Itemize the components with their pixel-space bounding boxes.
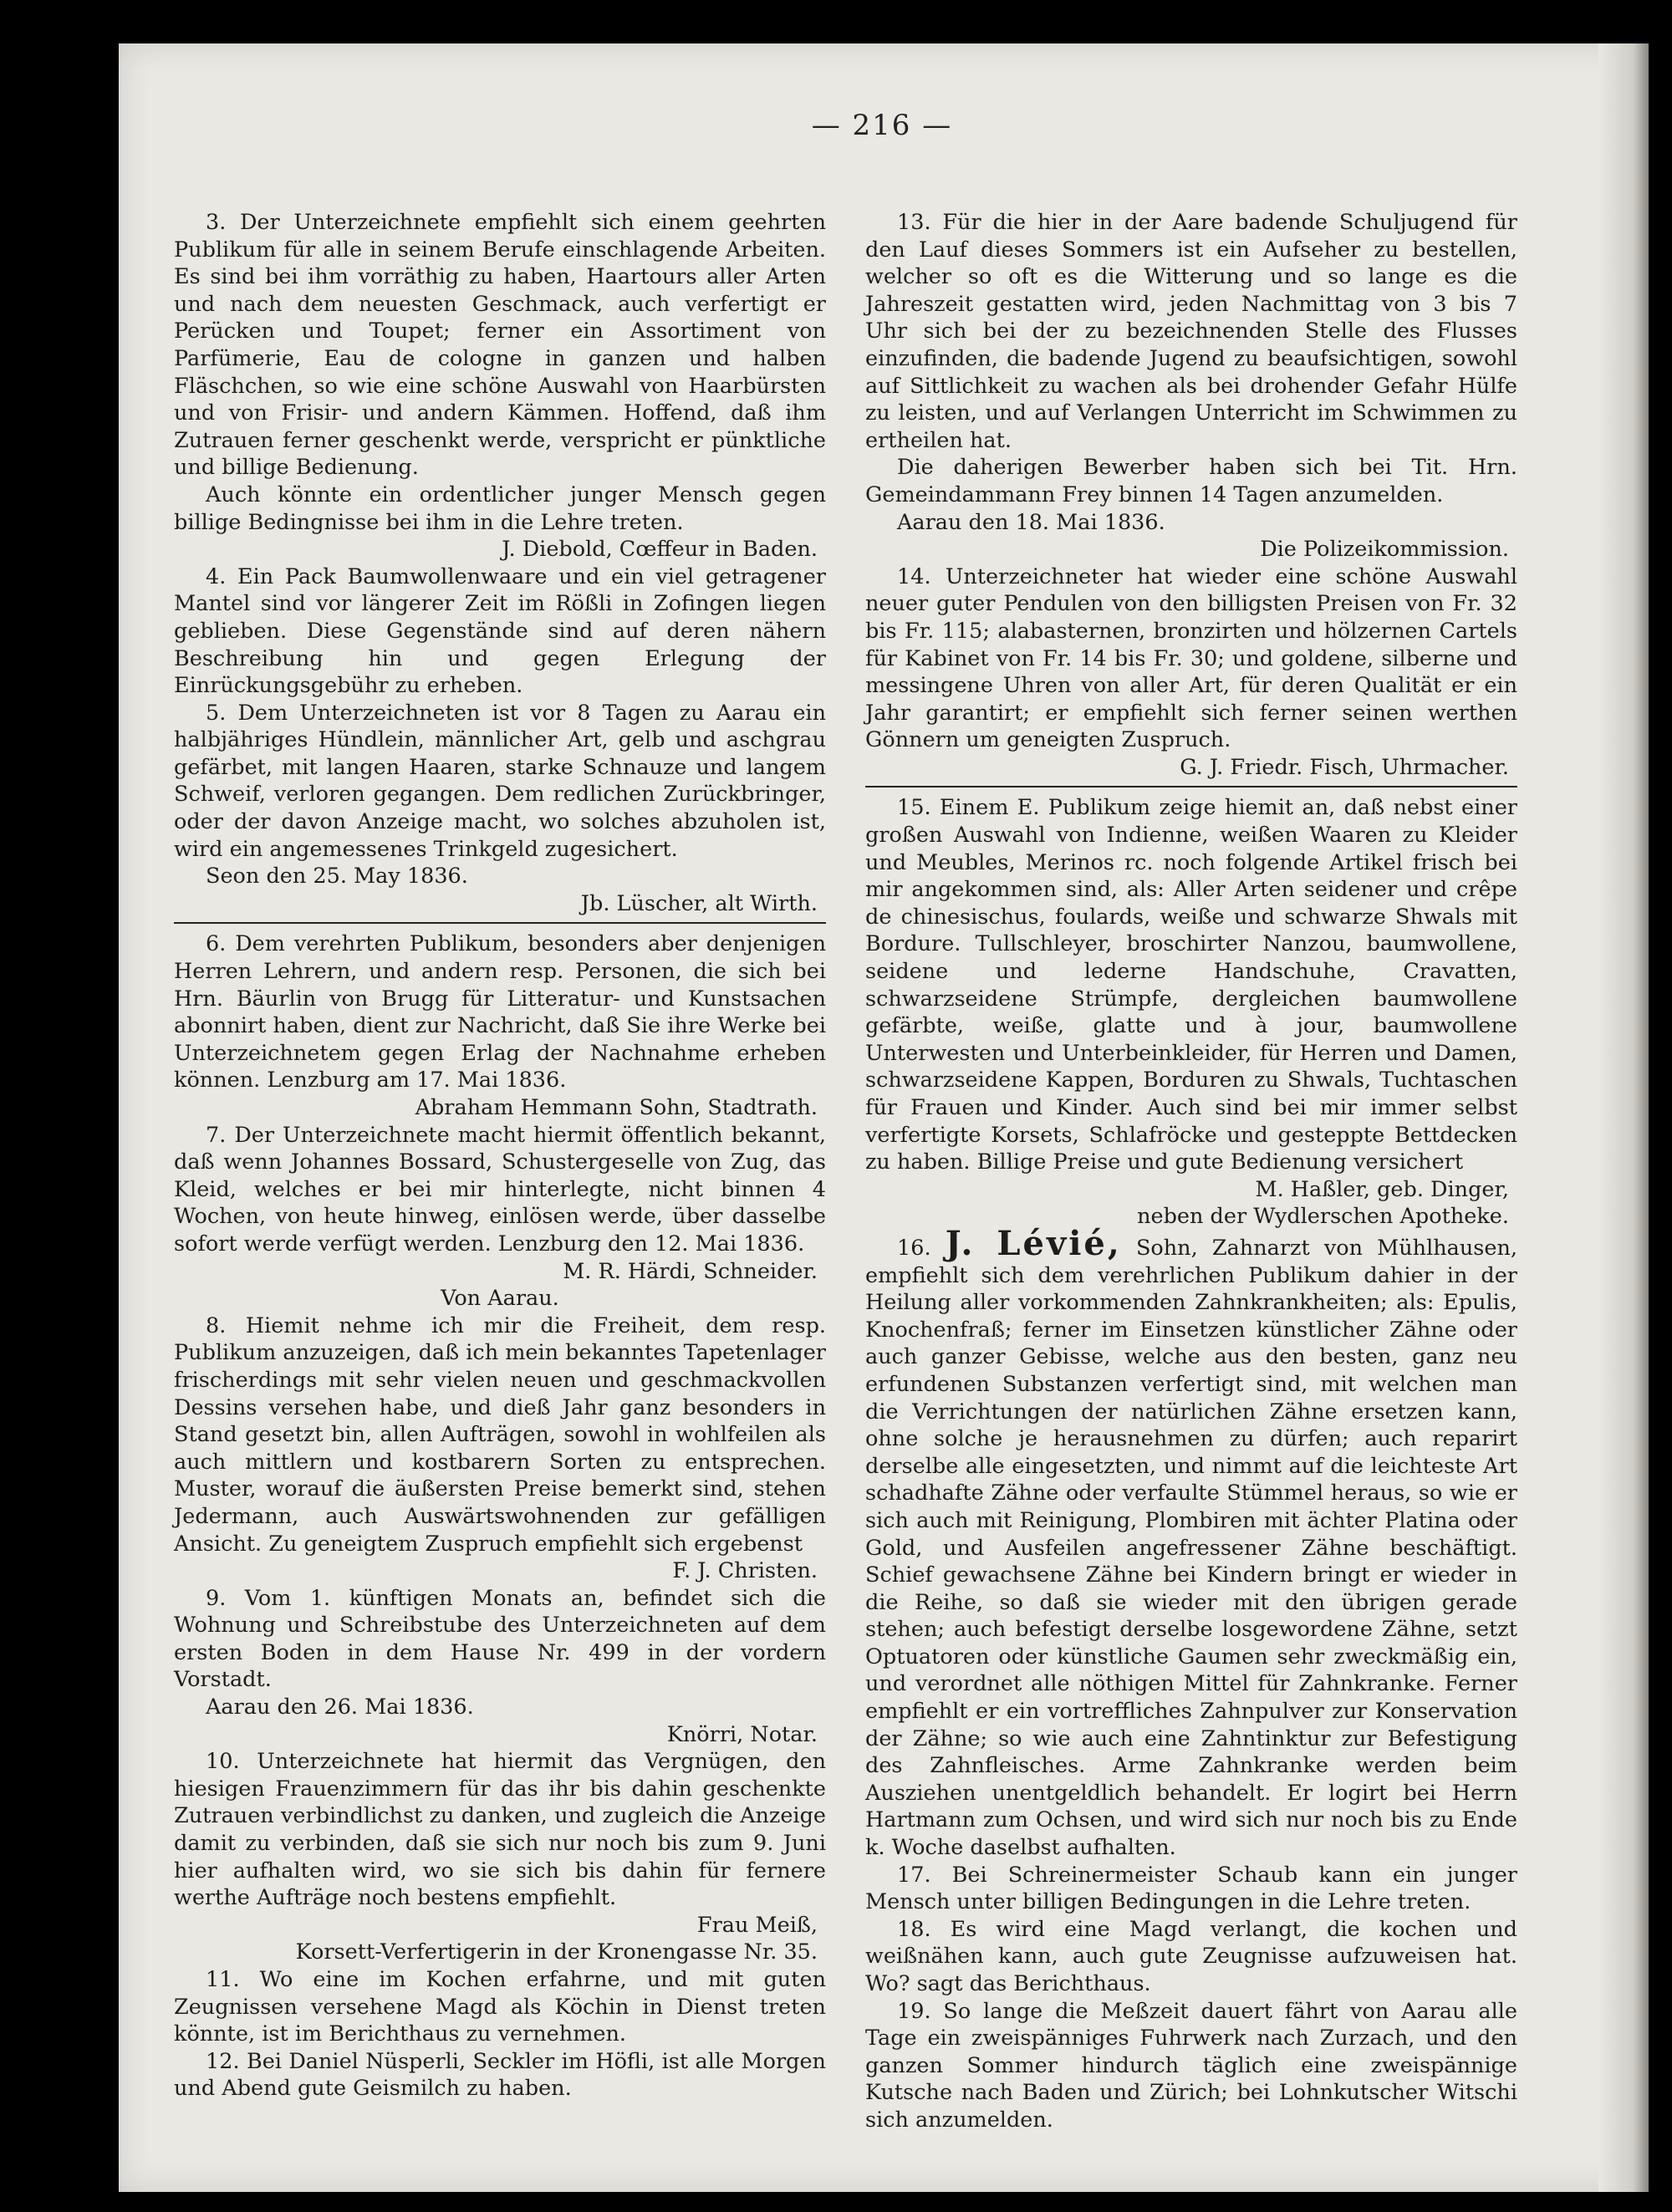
ad-14-text: 14. Unterzeichneter hat wieder eine schöne Auswahl neuer guter Pendulen von den billigsten Preisen von Fr. 32 bis Fr. 115; alabasternen, bronzirten und hölzernen Cartels für Kabinet von Fr. 14 bis Fr. 30; und goldene, silberne und messingene Uhren von aller Art, für deren Qualität er ein Jahr garantirt; er empfiehlt sich ferner seinen werthen Gönnern um geneigten Zuspruch. xyxy=(865,563,1517,753)
ad-16-name: J. Lévié, xyxy=(945,1223,1122,1263)
ad-16-number: 16. xyxy=(897,1235,931,1261)
page-number: — 216 — xyxy=(811,109,953,142)
ad-6-signature: Abraham Hemmann Sohn, Stadtrath. xyxy=(415,1095,818,1120)
page-gutter xyxy=(1598,43,1649,2192)
ad-18-text: 18. Es wird eine Magd verlangt, die kochen und weißnähen kann, auch gute Zeugnisse aufzuweisen hat. Wo? sagt das Berichthaus. xyxy=(865,1916,1517,1996)
right-column xyxy=(865,209,1517,2134)
ad-13-signature: Die Polizeikommission. xyxy=(1260,537,1509,563)
section-divider xyxy=(174,922,826,924)
ad-9-signature: Knörri, Notar. xyxy=(666,1721,818,1747)
left-column xyxy=(174,209,826,2102)
ad-17-text: 17. Bei Schreinermeister Schaub kann ein junger Mensch unter billigen Bedingungen in die Lehre treten. xyxy=(865,1862,1517,1915)
section-divider-right xyxy=(865,786,1517,787)
ad-8-text: 8. Hiemit nehme ich mir die Freiheit, dem resp. Publikum anzuzeigen, daß ich mein bekanntes Tapetenlager frischerdings mit sehr vielen neuen und geschmackvollen Dessins versehen habe, und dieß Jahr ganz besonders in Stand gesetzt bin, allen Aufträgen, sowohl in wohlfeilen als auch mittlern und kostbarern Sorten zu entsprechen. Muster, worauf die äußersten Preise bemerkt sind, stehen Jedermann, auch Auswärtswohnenden zur gefälligen Ansicht. Zu geneigtem Zuspruch empfiehlt sich ergebenst xyxy=(174,1312,826,1557)
ad-10-signature-2: Korsett-Verfertigerin in der Kronengasse Nr. 35. xyxy=(295,1939,818,1965)
ad-6-text: 6. Dem verehrten Publikum, besonders aber denjenigen Herren Lehrern, und andern resp. Personen, die sich bei Hrn. Bäurlin von Brugg für Litteratur- und Kunstsachen abonnirt haben, dient zur Nachricht, daß Sie ihre Werke bei Unterzeichnetem gegen Erlag der Nachnahme erheben können. Lenzburg am 17. Mai 1836. xyxy=(174,931,826,1093)
ad-8-signature: F. J. Christen. xyxy=(672,1558,818,1584)
ad-4-text: 4. Ein Pack Baumwollenwaare und ein viel getragener Mantel sind vor längerer Zeit im Rößli in Zofingen liegen geblieben. Diese Gegenstände sind auf deren nähern Beschreibung hin und gegen Erlegung der Einrückungsgebühr zu erheben. xyxy=(174,563,826,699)
ad-13-date: Aarau den 18. Mai 1836. xyxy=(897,509,1165,535)
ad-10-signature: Frau Meiß, xyxy=(696,1912,818,1938)
ad-7-signature: M. R. Härdi, Schneider. xyxy=(563,1258,818,1284)
ad-12-text: 12. Bei Daniel Nüsperli, Seckler im Höfli, ist alle Morgen und Abend gute Geismilch zu haben. xyxy=(174,2048,826,2102)
ad-5-date: Seon den 25. May 1836. xyxy=(206,864,468,889)
ad-13-text: 13. Für die hier in der Aare badende Schuljugend für den Lauf dieses Sommers ist ein Aufseher zu bestellen, welcher so oft es die Witterung und so lange es die Jahreszeit gestatten wird, jeden Nachmittag von 3 bis 7 Uhr sich bei der zu bezeichnenden Stelle des Flusses einzufinden, die badende Jugend zu beaufsichtigen, sowohl auf Sittlichkeit zu wachen als bei drohender Gefahr Hülfe zu leisten, und auf Verlangen Unterricht im Schwimmen zu ertheilen hat. xyxy=(865,210,1517,453)
ad-3-signature: J. Diebold, Cœffeur in Baden. xyxy=(502,537,818,563)
ad-11-text: 11. Wo eine im Kochen erfahrne, und mit guten Zeugnissen versehene Magd als Köchin in Dienst treten könnte, ist im Berichthaus zu vernehmen. xyxy=(174,1967,826,2047)
ad-9-date: Aarau den 26. Mai 1836. xyxy=(206,1695,474,1720)
ad-16 xyxy=(865,1223,1518,1862)
ad-19-text: 19. So lange die Meßzeit dauert fährt von Aarau alle Tage ein zweispänniges Fuhrwerk nach Zurzach, und den ganzen Sommer hindurch täglich eine zweispännige Kutsche nach Baden und Zürich; bei Lohnkutscher Witschi sich anzumelden. xyxy=(865,1998,1517,2133)
ad-13-text-2: Die daherigen Bewerber haben sich bei Tit. Hrn. Gemeindammann Frey binnen 14 Tagen anzumelden. xyxy=(865,455,1517,507)
ad-15-signature: M. Haßler, geb. Dinger, xyxy=(1255,1176,1509,1202)
ad-9-text: 9. Vom 1. künftigen Monats an, befindet sich die Wohnung und Schreibstube des Unterzeichneten auf dem ersten Boden in dem Hause Nr. 499 in der vordern Vorstadt. xyxy=(174,1585,826,1693)
ad-5-text: 5. Dem Unterzeichneten ist vor 8 Tagen zu Aarau ein halbjähriges Hündlein, männlicher Art, gelb und aschgrau gefärbet, mit langen Haaren, starke Schnauze und langem Schweif, verloren gegangen. Dem redlichen Zurückbringer, oder der davon Anzeige macht, wo solches abzuholen ist, wird ein angemessenes Trinkgeld zugesichert. xyxy=(174,700,826,862)
ad-10-text: 10. Unterzeichnete hat hiermit das Vergnügen, den hiesigen Frauenzimmern für das ihr bis dahin geschenkte Zutrauen verbindlichst zu danken, und zugleich die Anzeige damit zu verbinden, daß sie sich nur noch bis zum 9. Juni hier aufhalten wird, wo sie sich bis dahin für fernere werthe Aufträge noch bestens empfiehlt. xyxy=(174,1749,826,1911)
ad-16-text: Sohn, Zahnarzt von Mühlhausen, empfiehlt sich dem verehrlichen Publikum dahier in der Heilung aller vorkommenden Zahnkrankheiten; als: Epulis, Knochenfraß; ferner im Einsetzen künstlicher Zähne oder auch ganzer Gebisse, welche aus den besten, ganz neu erfundenen Substanzen verfertigt sind, mit welchen man die Verrichtungen der natürlichen Zähne ersetzen kann, ohne solche je herausnehmen zu dürfen; auch reparirt derselbe alle eingesetzten, und nimmt auf die leichteste Art schadhafte Zähne oder verfaulte Stümmel heraus, so wie er sich auch mit Reinigung, Plombiren mit ächter Platina oder Gold, und Ausfeilen angefressener Zähne beschäftigt. Schief gewachsene Zähne bei Kindern bringt er wieder in die Reihe, so daß sie wieder mit den übrigen gerade stehen; auch befestigt derselbe losgewordene Zähne, setzt Optuatoren oder künstliche Gaumen sehr zweckmäßig ein, und verordnet alle nöthigen Mittel für Zahnkranke. Ferner empfiehlt er ein vortreffliches Zahnpulver zur Konservation der Zähne; so wie auch eine Zahntinktur zur Befestigung des Zahnfleisches. Arme Zahnkranke werden beim Ausziehen unentgeldlich behandelt. Er logirt bei Herrn Hartmann zum Ochsen, und wird sich nur noch bis zu Ende k. Woche daselbst aufhalten. xyxy=(865,1235,1518,1861)
section-heading: Von Aarau. xyxy=(441,1286,559,1312)
ad-3-text: 3. Der Unterzeichnete empfiehlt sich einem geehrten Publikum für alle in seinem Berufe einschlagende Arbeiten. Es sind bei ihm vorräthig zu haben, Haartours aller Arten und nach dem neuesten Geschmack, auch verfertigt er Perücken und Toupet; ferner ein Assortiment von Parfümerie, Eau de cologne in ganzen und halben Fläschchen, so wie eine schöne Auswahl von Haarbürsten und von Frisir- und andern Kämmen. Hoffend, daß ihm Zutrauen ferner geschenkt werde, verspricht er pünktliche und billige Bedienung. xyxy=(174,210,826,481)
ad-15-signature-2: neben der Wydlerschen Apotheke. xyxy=(1137,1204,1509,1230)
ad-14-signature: G. J. Friedr. Fisch, Uhrmacher. xyxy=(1180,754,1509,780)
ad-5-signature: Jb. Lüscher, alt Wirth. xyxy=(580,890,818,916)
ad-7-text: 7. Der Unterzeichnete macht hiermit öffentlich bekannt, daß wenn Johannes Bossard, Schustergeselle von Zug, das Kleid, welches er bei mir hinterlegte, nicht binnen 4 Wochen, von heute hinweg, einlösen werde, über dasselbe sofort werde verfügt werden. Lenzburg den 12. Mai 1836. xyxy=(174,1122,826,1256)
ad-3-text-2: Auch könnte ein ordentlicher junger Mensch gegen billige Bedingnisse bei ihm in die Lehre treten. xyxy=(174,482,826,535)
ad-15-text: 15. Einem E. Publikum zeige hiemit an, daß nebst einer großen Auswahl von Indienne, weißen Waaren zu Kleider und Meubles, Merinos rc. noch folgende Artikel frisch bei mir angekommen sind, als: Aller Arten seidener und crêpe de chinesischus, foulards, weiße und schwarze Shwals mit Bordure. Tullschleyer, broschirter Nanzou, baumwollene, seidene und lederne Handschuhe, Cravatten, schwarzseidene Strümpfe, dergleichen baumwollene gefärbte, weiße, glatte und à jour, baumwollene Unterwesten und Unterbeinkleider, für Herren und Damen, schwarzseidene Kappen, Borduren zu Shwals, Tuchtaschen für Frauen und Kinder. Auch sind bei mir immer selbst verfertigte Korsets, Schlafröcke und gesteppte Bettdecken zu haben. Billige Preise und gute Bedienung versichert xyxy=(865,795,1517,1175)
